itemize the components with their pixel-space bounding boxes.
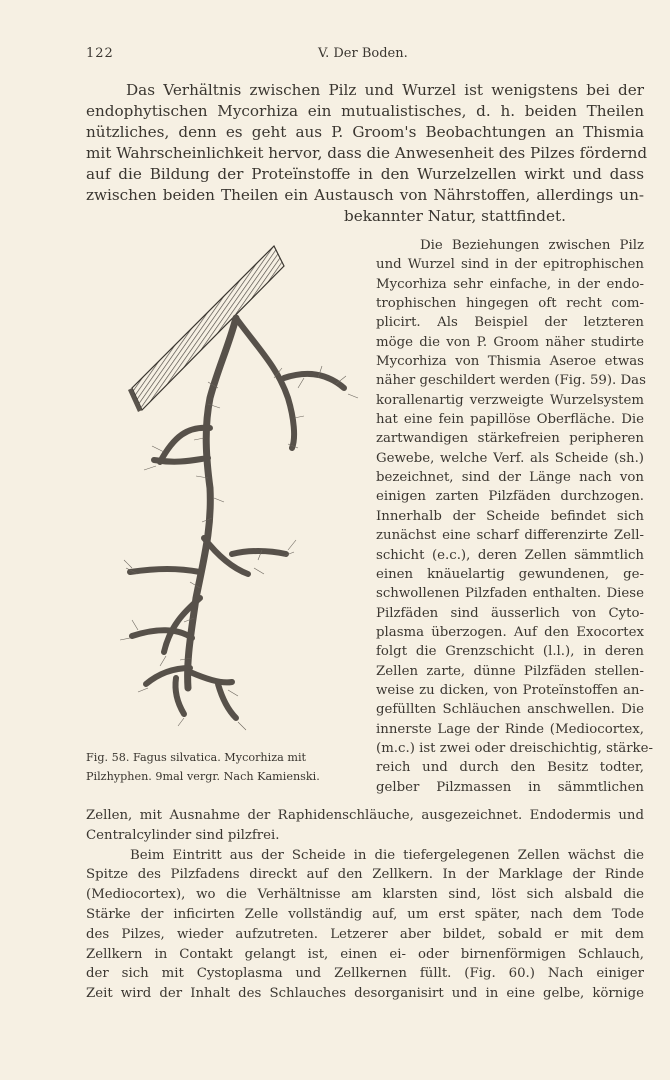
text-line: Mycorhiza sehr einfache, in der endo- <box>376 276 644 292</box>
text-line: endophytischen Mycorhiza ein mutualistisches, d. h. beiden Theilen <box>86 102 644 120</box>
text-line: möge die von P. Groom näher studirte <box>376 334 644 350</box>
text-line: korallenartig verzweigte Wurzelsystem <box>376 392 644 408</box>
text-line: gefüllten Schläuchen anschwellen. Die <box>376 702 644 718</box>
text-line: Beim Eintritt aus der Scheide in die tiefergelegenen Zellen wächst die <box>130 847 644 863</box>
text-line: gelber Pilzmassen in sämmtlichen <box>376 779 644 795</box>
text-line: Gewebe, welche Verf. als Scheide (sh.) <box>376 450 644 466</box>
text-line: der sich mit Cystoplasma und Zellkernen füllt. (Fig. 60.) Nach einiger <box>86 966 644 982</box>
text-line: folgt die Grenzschicht (l.l.), in deren <box>376 644 644 660</box>
mycorrhiza-illustration <box>108 238 364 744</box>
page-header <box>86 46 646 66</box>
text-line: Innerhalb der Scheide befindet sich <box>376 508 644 524</box>
text-line: schicht (e.c.), deren Zellen sämmtlich <box>376 547 644 563</box>
caption-line: Pilzhyphen. 9mal vergr. Nach Kamienski. <box>86 770 320 783</box>
text-line: nützliches, denn es geht aus P. Groom's Beobachtungen an Thismia <box>86 123 644 141</box>
text-line: Centralcylinder sind pilzfrei. <box>86 827 280 843</box>
side-column-text <box>376 236 653 797</box>
figure-caption <box>86 748 362 786</box>
text-line: des Pilzes, wieder aufzutreten. Letzerer aber bildet, sobald er mit dem <box>86 926 644 942</box>
text-line: Zeit wird der Inhalt des Schlauches desorganisirt und in eine gelbe, körnige <box>86 986 644 1002</box>
text-line: innerste Lage der Rinde (Mediocortex, <box>376 721 644 737</box>
text-line: Die Beziehungen zwischen Pilz <box>420 238 644 253</box>
text-line: zunächst eine scharf differenzirte Zell- <box>376 528 644 544</box>
text-line: zartwandigen stärkefreien peripheren <box>376 431 644 447</box>
bark-fragment <box>128 246 284 412</box>
text-line: (Mediocortex), wo die Verhältnisse am klarsten sind, löst sich alsbald die <box>86 887 644 903</box>
text-line: plicirt. Als Beispiel der letzteren <box>376 315 644 331</box>
running-title: V. Der Boden. <box>318 46 408 61</box>
text-line: weise zu dicken, von Proteïnstoffen an- <box>376 682 644 698</box>
text-line: zwischen beiden Theilen ein Austausch von Nährstoffen, allerdings un- <box>86 186 644 204</box>
text-line: bekannter Natur, stattfindet. <box>344 207 566 225</box>
text-line: Spitze des Pilzfadens direckt auf den Zellkern. In der Marklage der Rinde <box>86 867 644 883</box>
text-line: (m.c.) ist zwei oder dreischichtig, stärke- <box>376 740 653 756</box>
text-line: Zellen zarte, dünne Pilzfäden stellen- <box>376 663 644 679</box>
text-line: Mycorhiza von Thismia Aseroe etwas <box>376 354 644 370</box>
text-line: näher geschildert werden (Fig. 59). Das <box>376 373 646 389</box>
text-line: schwollenen Pilzfaden enthalten. Diese <box>376 586 644 602</box>
text-line: mit Wahrscheinlichkeit hervor, dass die Anwesenheit des Pilzes fördernd <box>86 144 648 162</box>
caption-line: Fig. 58. Fagus silvatica. Mycorhiza mit <box>86 751 307 764</box>
root-engraving <box>108 238 364 744</box>
text-line: hat eine fein papillöse Oberfläche. Die <box>376 412 644 428</box>
text-line: einigen zarten Pilzfäden durchzogen. <box>376 489 644 505</box>
text-line: und Wurzel sind in der epitrophischen <box>376 257 644 273</box>
text-line: bezeichnet, sind der Länge nach von <box>376 470 644 486</box>
text-line: trophischen hingegen oft recht com- <box>376 296 644 312</box>
text-line: Stärke der inficirten Zelle vollständig auf, um erst später, nach dem Tode <box>86 906 644 922</box>
text-line: Zellkern in Contakt gelangt ist, einen ei- oder birnenförmigen Schlauch, <box>86 946 644 962</box>
text-line: Das Verhältnis zwischen Pilz und Wurzel ist wenigstens bei der <box>126 81 644 99</box>
text-line: einen knäuelartig gewundenen, ge- <box>376 566 644 582</box>
page-number: 122 <box>86 46 114 61</box>
text-line: Pilzfäden sind äusserlich von Cyto- <box>376 605 644 621</box>
lead-paragraph <box>86 80 648 227</box>
text-line: auf die Bildung der Proteïnstoffe in den Wurzelzellen wirkt und dass <box>86 165 644 183</box>
body-paragraphs <box>86 806 644 1004</box>
text-line: plasma überzogen. Auf den Exocortex <box>376 624 644 640</box>
text-line: reich und durch den Besitz todter, <box>376 760 644 776</box>
text-line: Zellen, mit Ausnahme der Raphidenschläuche, ausgezeichnet. Endodermis und <box>86 808 644 823</box>
